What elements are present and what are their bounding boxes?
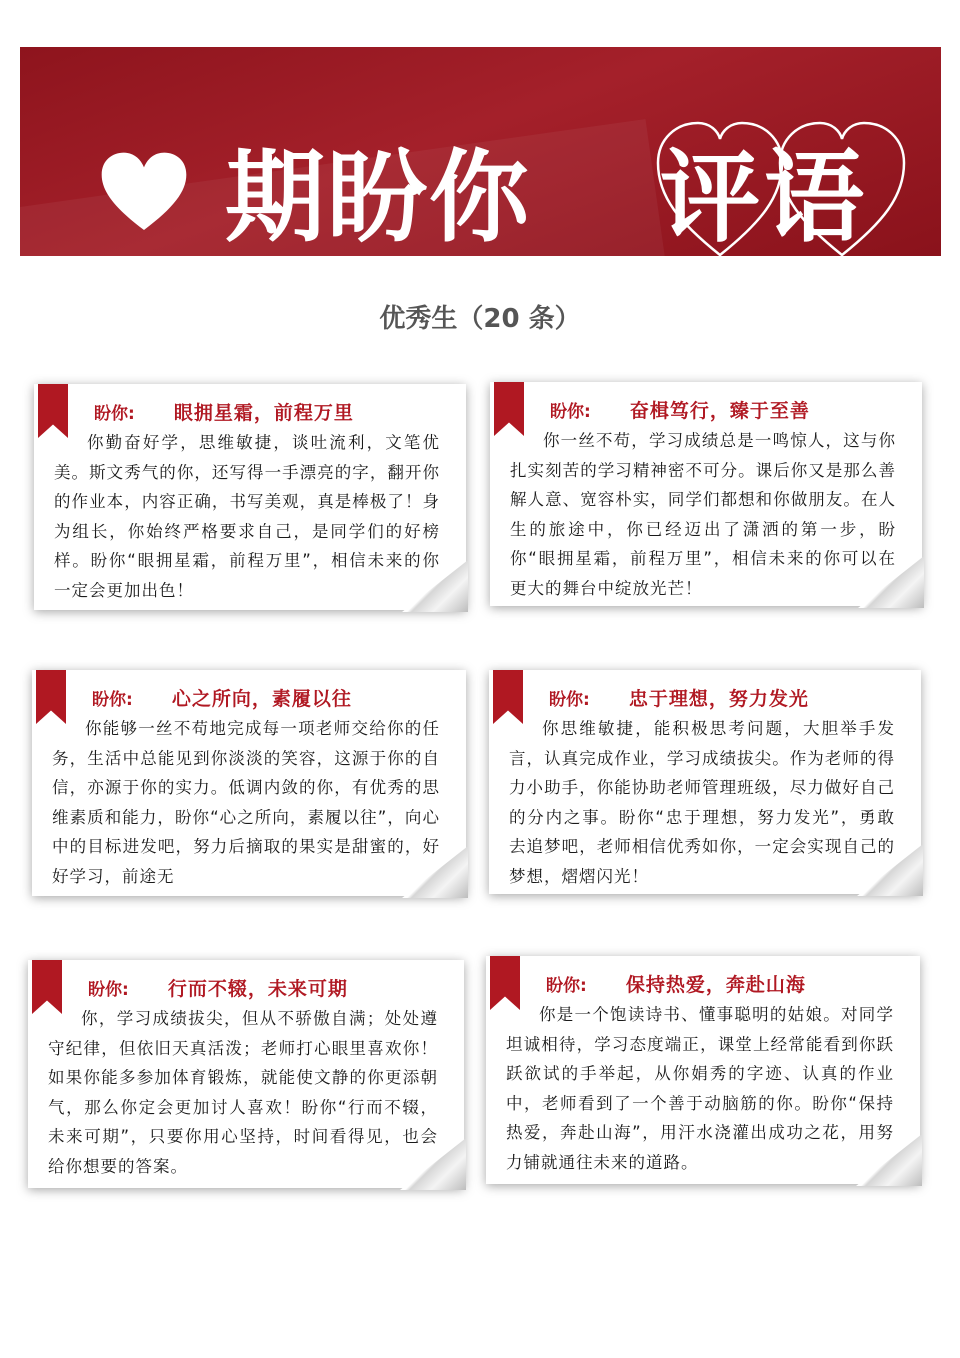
card-body: 你能够一丝不苟地完成每一项老师交给你的任务，生活中总能见到你淡淡的笑容，这源于你的自信，亦源于你的实力。低调内敛的你，有优秀的思维素质和能力，盼你“心之所向，素履以往”，向心中的目标进发吧，努力后摘取的果实是甜蜜的，好好学习，前途无: [52, 719, 440, 886]
card-body: 你是一个饱读诗书、懂事聪明的姑娘。对同学坦诚相待，学习态度端正，课堂上经常能看到你跃跃欲试的手举起，从你娟秀的字迹、认真的作业中，老师看到了一个善于动脑筋的你。盼你“保持热爱，奔赴山海”，用汗水浇灌出成功之花，用努力铺就通往未来的道路。: [506, 1005, 894, 1172]
banner-title: 期盼你: [225, 138, 531, 256]
card-label: 盼你:: [88, 980, 129, 1000]
card-label: 盼你:: [546, 976, 587, 996]
section-title: 优秀生（20 条）: [379, 304, 581, 334]
comment-card: [489, 670, 921, 894]
header-banner: [20, 47, 941, 256]
card-body: 你一丝不苟，学习成绩总是一鸣惊人，这与你扎实刻苦的学习精神密不可分。课后你又是那么善解人意、宽容朴实，同学们都想和你做朋友。在人生的旅途中，你已经迈出了潇洒的第一步，盼你“眼拥星霜，前程万里”，相信未来的你可以在更大的舞台中绽放光芒！: [510, 431, 896, 598]
card-label: 盼你:: [94, 404, 135, 424]
card-heading: [88, 974, 348, 1001]
banner-subtitle: 评语: [660, 138, 868, 256]
card-label: 盼你:: [550, 402, 591, 422]
card-body: 你思维敏捷，能积极思考问题，大胆举手发言，认真完成作业，学习成绩拔尖。作为老师的得力小助手，你能协助老师管理班级，尽力做好自己的分内之事。盼你“忠于理想，努力发光”，勇敢去追梦吧，老师相信优秀如你，一定会实现自己的梦想，熠熠闪光！: [509, 719, 895, 886]
card-body: 你勤奋好学，思维敏捷，谈吐流利，文笔优美。斯文秀气的你，还写得一手漂亮的字，翻开你的作业本，内容正确，书写美观，真是棒极了！身为组长，你始终严格要求自己，是同学们的好榜样。盼你“眼拥星霜，前程万里”，相信未来的你一定会更加出色！: [54, 433, 440, 600]
comment-card: [486, 956, 920, 1184]
card-label: 盼你:: [92, 690, 133, 710]
card-title: 奋楫笃行，臻于至善: [629, 400, 810, 422]
card-title: 行而不辍，未来可期: [167, 978, 348, 1000]
comment-card: [28, 960, 464, 1188]
card-heading: [549, 684, 809, 711]
comment-card: [490, 382, 922, 606]
card-title: 忠于理想，努力发光: [628, 688, 809, 710]
card-heading: [550, 396, 810, 423]
card-label: 盼你:: [549, 690, 590, 710]
card-title: 保持热爱，奔赴山海: [625, 974, 806, 996]
card-body: 你，学习成绩拔尖，但从不骄傲自满；处处遵守纪律，但依旧天真活泼；老师打心眼里喜欢你！如果你能多参加体育锻炼，就能使文静的你更添朝气，那么你定会更加讨人喜欢！盼你“行而不辍，未来可期”，只要你用心坚持，时间看得见，也会给你想要的答案。: [48, 1009, 438, 1176]
card-title: 眼拥星霜，前程万里: [173, 402, 354, 424]
card-heading: [546, 970, 806, 997]
comment-card: [34, 384, 466, 610]
card-heading: [94, 398, 354, 425]
heart-icon: [98, 149, 190, 241]
card-title: 心之所向，素履以往: [171, 688, 352, 710]
card-heading: [92, 684, 352, 711]
comment-card: [32, 670, 466, 896]
